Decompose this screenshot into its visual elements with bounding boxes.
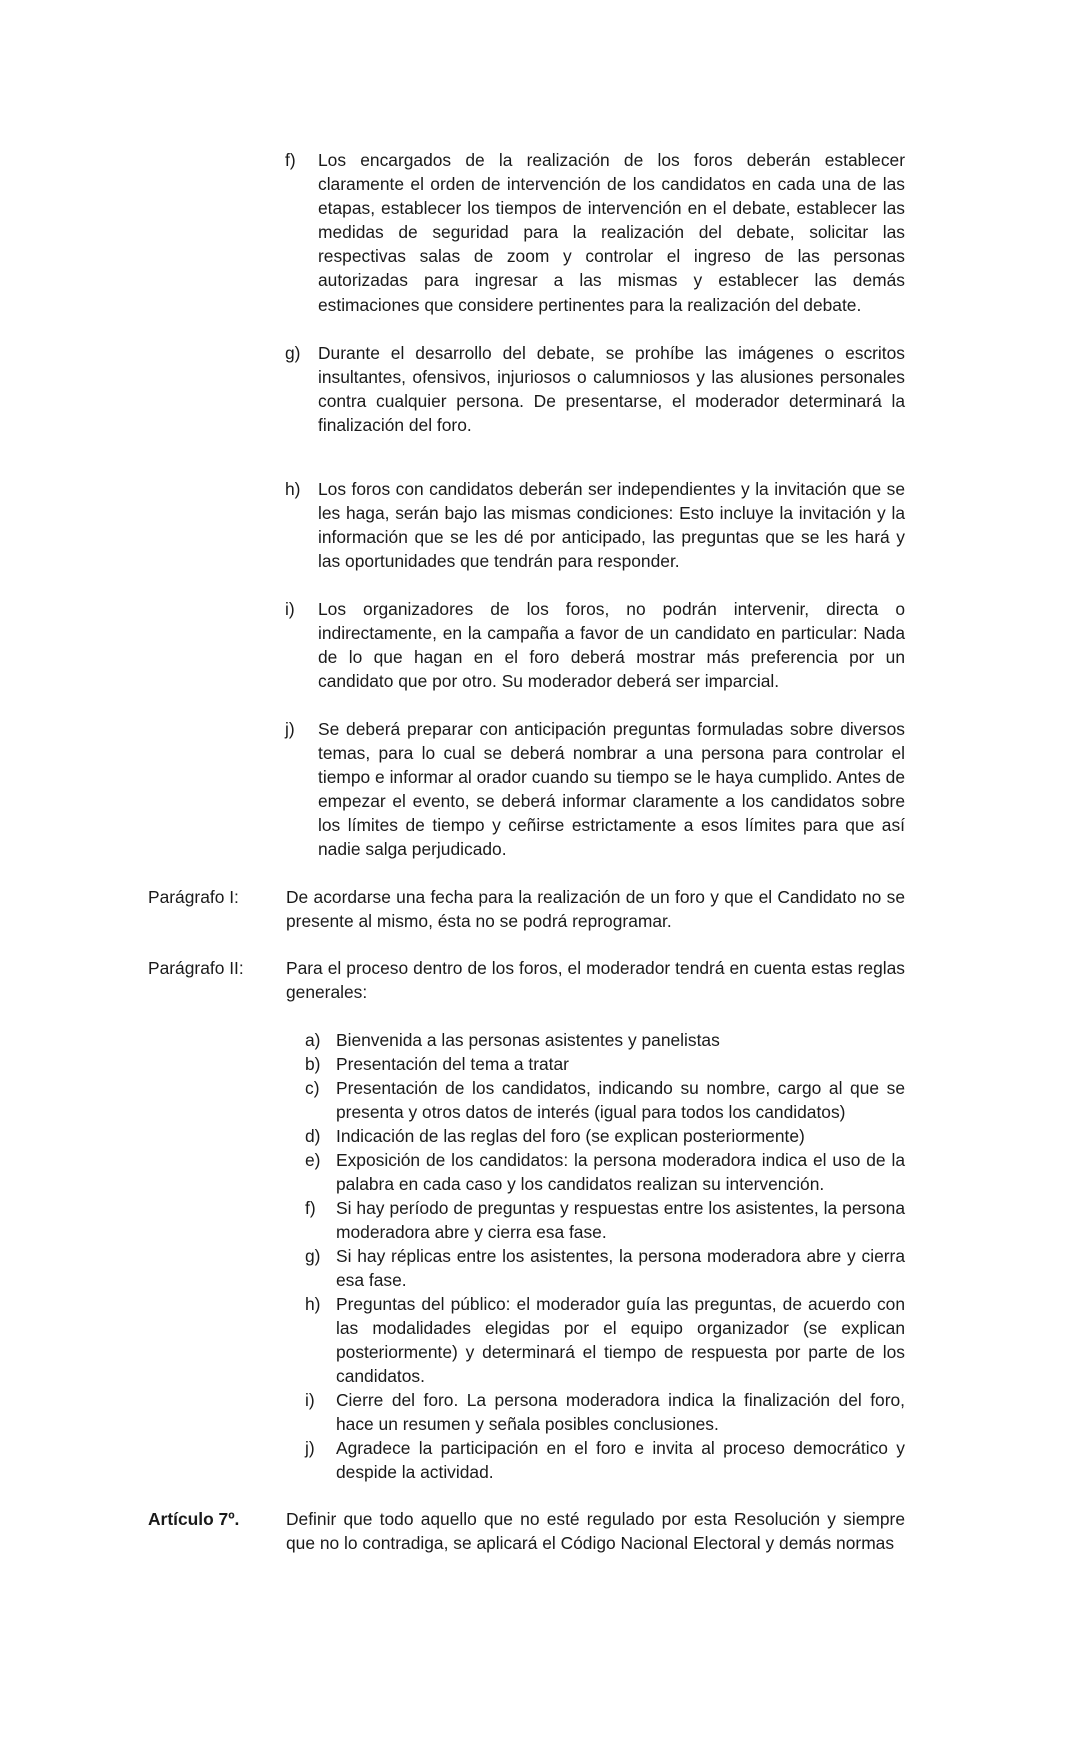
list-item-text: Los foros con candidatos deberán ser independientes y la invitación que se les haga, serán bajo las mismas condiciones: Esto incluye la invitación y la información que se les dé por anticipado, las preguntas que se les hará y las oportunidades que tendrán para responder. [318, 479, 905, 572]
list-item-text: Bienvenida a las personas asistentes y panelistas [336, 1030, 720, 1050]
list-marker: i) [285, 599, 295, 619]
list-item-text: Presentación de los candidatos, indicando su nombre, cargo al que se presenta y otros datos de interés (igual para todos los candidatos) [336, 1078, 905, 1123]
list-marker: h) [285, 479, 301, 499]
list-item-text: Los encargados de la realización de los foros deberán establecer claramente el orden de intervención de los candidatos en cada una de las etapas, establecer los tiempos de intervención en el debate, establecer las medidas de seguridad para la realización del debate, solicitar las respectivas salas de zoom y controlar el ingreso de las personas autorizadas para ingresar a las mismas y establecer las demás estimaciones que considere pertinentes para la realización del debate. [318, 150, 905, 315]
list-marker: b) [305, 1054, 321, 1074]
list-marker: i) [305, 1390, 315, 1410]
list-marker: a) [305, 1030, 321, 1050]
list-item-text: Si hay período de preguntas y respuestas entre los asistentes, la persona moderadora abre y cierra esa fase. [336, 1198, 905, 1243]
list-marker: g) [285, 343, 301, 363]
list-item-text: Si hay réplicas entre los asistentes, la persona moderadora abre y cierra esa fase. [336, 1246, 905, 1291]
list-marker: h) [305, 1294, 321, 1314]
list-item-text: Presentación del tema a tratar [336, 1054, 569, 1074]
list-marker: f) [305, 1198, 316, 1218]
list-marker: f) [285, 150, 296, 170]
list-item-text: Se deberá preparar con anticipación preguntas formuladas sobre diversos temas, para lo cual se deberá nombrar a una persona para controlar el tiempo e informar al orador cuando su tiempo se le haya cumplido. Antes de empezar el evento, se deberá informar claramente a los candidatos sobre los límites de tiempo y ceñirse estrictamente a esos límites para que así nadie salga perjudicado. [318, 719, 905, 860]
list-item-text: Exposición de los candidatos: la persona moderadora indica el uso de la palabra en cada caso y los candidatos realizan su intervención. [336, 1150, 905, 1195]
list-item-text: Cierre del foro. La persona moderadora indica la finalización del foro, hace un resumen y señala posibles conclusiones. [336, 1390, 905, 1435]
list-marker: g) [305, 1246, 321, 1266]
list-item-text: Durante el desarrollo del debate, se prohíbe las imágenes o escritos insultantes, ofensivos, injuriosos o calumniosos y las alusiones personales contra cualquier persona. De presentarse, el moderador determinará la finalización del foro. [318, 343, 905, 436]
list-marker: j) [285, 719, 295, 739]
list-marker: e) [305, 1150, 321, 1170]
list-item-text: Los organizadores de los foros, no podrán intervenir, directa o indirectamente, en la campaña a favor de un candidato en particular: Nada de lo que hagan en el foro deberá mostrar más preferencia por un candidato que por otro. Su moderador deberá ser imparcial. [318, 599, 905, 692]
articulo-7-label: Artículo 7º. [148, 1509, 240, 1529]
list-item-text: Agradece la participación en el foro e invita al proceso democrático y despide la actividad. [336, 1438, 905, 1483]
paragrafo-2-text: Para el proceso dentro de los foros, el moderador tendrá en cuenta estas reglas generales: [286, 958, 905, 1003]
paragrafo-1-label: Parágrafo I: [148, 887, 239, 907]
articulo-7-text: Definir que todo aquello que no esté regulado por esta Resolución y siempre que no lo contradiga, se aplicará el Código Nacional Electoral y demás normas [286, 1509, 905, 1554]
list-marker: c) [305, 1078, 320, 1098]
list-item-text: Preguntas del público: el moderador guía las preguntas, de acuerdo con las modalidades elegidas por el equipo organizador (se explican posteriormente) y determinará el tiempo de respuesta por parte de los candidatos. [336, 1294, 905, 1387]
list-item-text: Indicación de las reglas del foro (se explican posteriormente) [336, 1126, 805, 1146]
paragrafo-1-text: De acordarse una fecha para la realización de un foro y que el Candidato no se presente al mismo, ésta no se podrá reprogramar. [286, 887, 905, 932]
list-marker: j) [305, 1438, 315, 1458]
paragrafo-2-label: Parágrafo II: [148, 958, 244, 978]
list-marker: d) [305, 1126, 321, 1146]
